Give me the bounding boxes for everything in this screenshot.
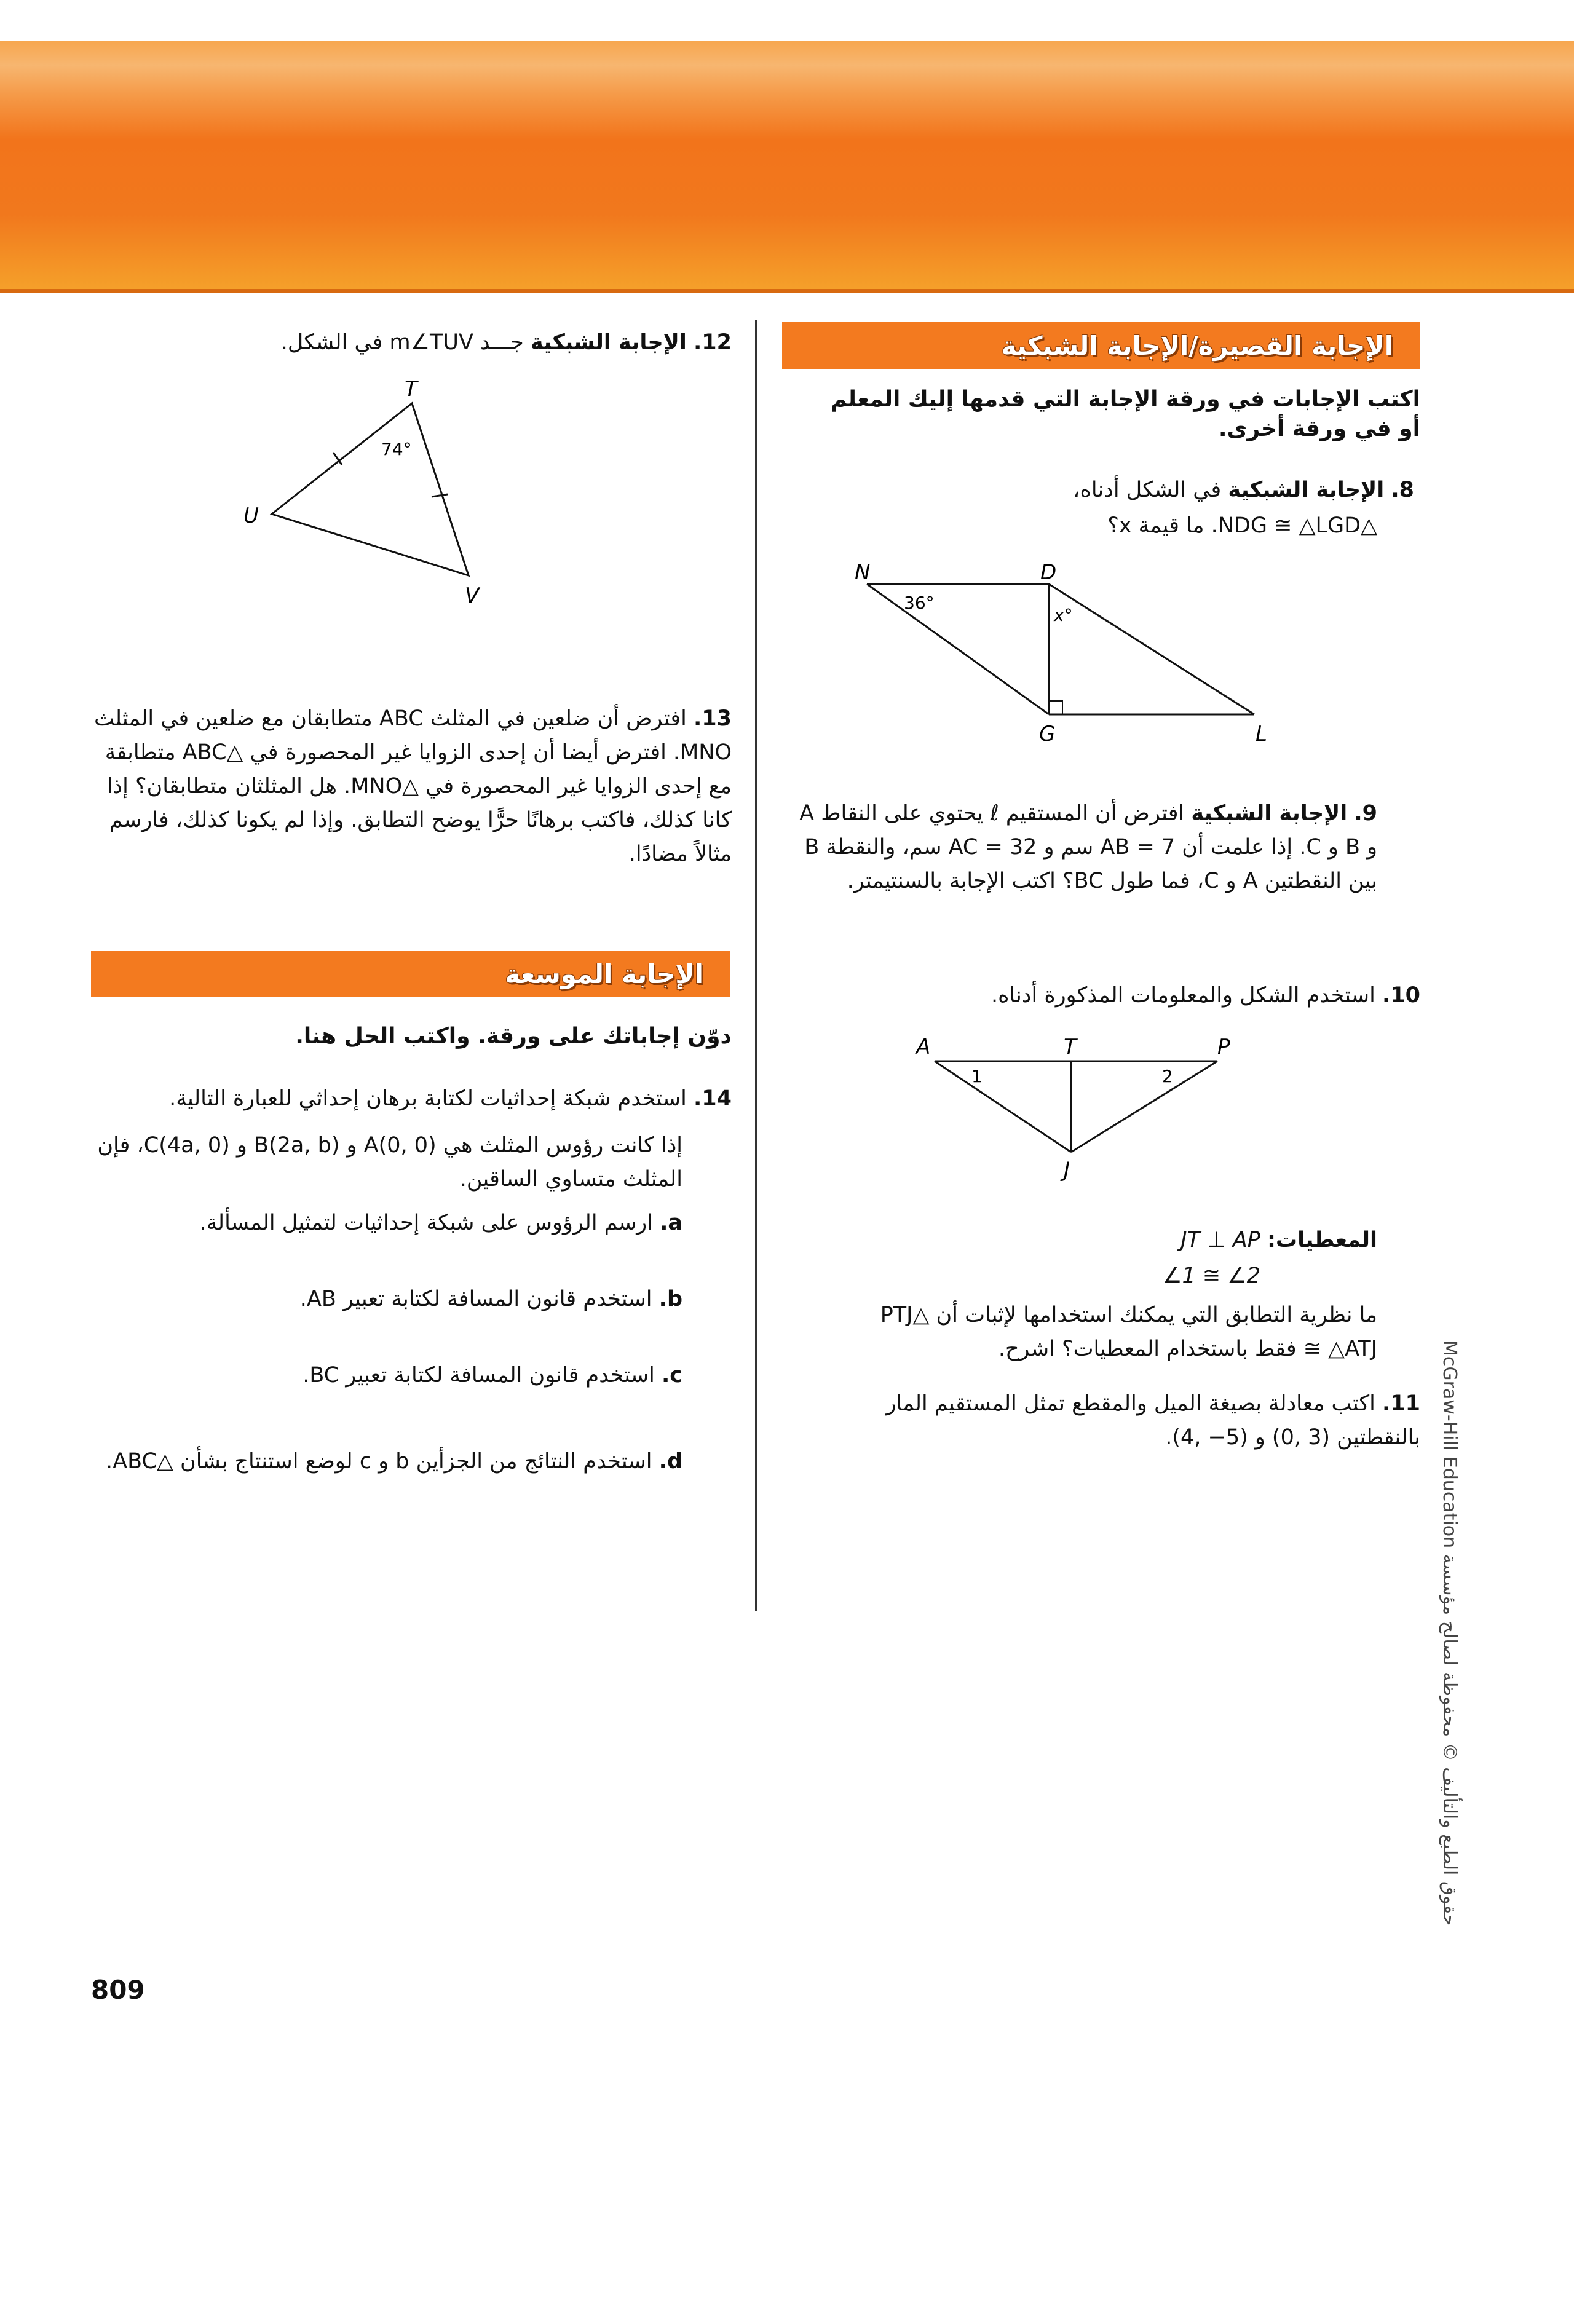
q10-angle-1: 1: [971, 1066, 983, 1086]
q10-label-p: P: [1217, 1035, 1230, 1059]
q8-line2: △NDG ≅ △LGD. ما قيمة x؟: [1107, 513, 1377, 538]
q10-figure: [910, 1028, 1254, 1188]
question-11: [842, 1387, 1420, 1455]
section-title-extended-response: الإجابة الموسعة: [91, 951, 730, 997]
q14-part-a-letter: a.: [660, 1211, 682, 1235]
q12-text: جـــد m∠TUV في الشكل.: [280, 330, 524, 355]
q8-text: في الشكل أدناه،: [1073, 478, 1222, 502]
q8-number: 8.: [1391, 478, 1414, 502]
q13-number: 13.: [693, 706, 732, 731]
q10-label-a: A: [916, 1035, 931, 1059]
q9-text: افترض أن المستقيم ℓ يحتوي على النقاط A و B و C. إذا علمت أن AB = 7 سم و AC = 32 سم، والنقطة B بين النقطتين A و C، فما طول BC؟ اكتب الإجابة بالسنتيمتر.: [799, 801, 1377, 893]
q8-label-l: L: [1256, 722, 1267, 746]
q14-statement: إذا كانت رؤوس المثلث هي A(0, 0) و B(2a, b) و C(4a, 0)، فإن المثلث متساوي الساقين.: [97, 1133, 682, 1192]
question-13: [92, 702, 732, 871]
q8-label-n: N: [855, 560, 871, 585]
q14-part-a: [92, 1206, 682, 1240]
question-14: [92, 1082, 732, 1116]
q12-label-t: T: [405, 377, 417, 401]
q14-part-d-letter: d.: [658, 1449, 682, 1474]
q10-angle-2: 2: [1162, 1066, 1173, 1086]
q10-label-j: J: [1064, 1158, 1070, 1182]
q8-label: الإجابة الشبكية: [1228, 478, 1385, 502]
page-number: 809: [91, 1975, 145, 2005]
q10-given-2: ∠1 ≅ ∠2: [1163, 1263, 1260, 1288]
q8-figure: [842, 553, 1273, 750]
q12-number: 12.: [693, 330, 732, 355]
q9-number: 9.: [1354, 801, 1377, 826]
q14-text: استخدم شبكة إحداثيات لكتابة برهان إحداثي للعبارة التالية.: [169, 1086, 687, 1111]
q12-label-v: V: [465, 583, 480, 608]
q12-figure: [234, 375, 504, 621]
q10-question: ما نظرية التطابق التي يمكنك استخدامها لإثبات أن △PTJ ≅ △ATJ فقط باستخدام المعطيات؟ اشرح.: [880, 1303, 1377, 1361]
q14-part-b-letter: b.: [658, 1287, 682, 1311]
q8-angle-x: x°: [1054, 605, 1073, 625]
q10-givens: [861, 1223, 1377, 1257]
question-8: [799, 473, 1414, 507]
q10-text: استخدم الشكل والمعلومات المذكورة أدناه.: [991, 983, 1375, 1008]
q10-label-t: T: [1064, 1035, 1077, 1059]
q10-given-2-row: [861, 1259, 1260, 1293]
q14-part-c-letter: c.: [661, 1363, 682, 1388]
q14-part-c-text: استخدم قانون المسافة لكتابة تعبير BC.: [303, 1363, 655, 1388]
q8-label-d: D: [1040, 560, 1057, 585]
q12-label-u: U: [243, 504, 259, 528]
q8-label-g: G: [1039, 722, 1056, 746]
q10-given-1: JT ⊥ AP: [1180, 1228, 1260, 1252]
q8-angle-36: 36°: [904, 593, 935, 613]
q10-givens-label: المعطيات:: [1267, 1228, 1377, 1252]
instructions-extended: دوّن إجاباتك على ورقة. واكتب الحل هنا.: [295, 1024, 732, 1049]
header-banner: [0, 41, 1574, 293]
section-title-short-answer: الإجابة القصيرة/الإجابة الشبكية: [782, 322, 1420, 369]
question-10: [799, 979, 1420, 1013]
q14-part-a-text: ارسم الرؤوس على شبكة إحداثيات لتمثيل المسألة.: [199, 1211, 653, 1235]
q10-number: 10.: [1382, 983, 1420, 1008]
q14-part-d: [92, 1445, 682, 1479]
q11-text: اكتب معادلة بصيغة الميل والمقطع تمثل المستقيم المار بالنقطتين (3 ,0) و (5− ,4).: [885, 1391, 1420, 1450]
q14-number: 14.: [693, 1086, 732, 1111]
q12-label: الإجابة الشبكية: [530, 330, 687, 355]
column-divider: [755, 320, 757, 1611]
instructions: اكتب الإجابات في ورقة الإجابة التي قدمها إليك المعلم أو في ورقة أخرى.: [831, 387, 1420, 441]
q9-label: الإجابة الشبكية: [1191, 801, 1348, 826]
q13-text: افترض أن ضلعين في المثلث ABC متطابقان مع ضلعين في المثلث MNO. افترض أيضا أن إحدى الزوايا غير المحصورة في △ABC متطابقة مع إحدى الزوايا غير المحصورة في △MNO. هل المثلثان متطابقان؟ إذا كانا كذلك، فاكتب برهانًا حرًّا يوضح التطابق. وإذا لم يكونا كذلك، فارسم مثالاً مضادًا.: [93, 706, 732, 866]
copyright-sidebar: McGraw-Hill Education حقوق الطبع والتأليف © محفوظة لصالح مؤسسة: [1439, 1340, 1460, 1926]
q11-number: 11.: [1382, 1391, 1420, 1416]
q14-part-b-text: استخدم قانون المسافة لكتابة تعبير AB.: [299, 1287, 652, 1311]
question-12: [123, 326, 732, 360]
q14-part-b: [92, 1283, 682, 1316]
q14-part-d-text: استخدم النتائج من الجزأين b و c لوضع استنتاج بشأن △ABC.: [106, 1449, 652, 1474]
q14-part-c: [92, 1359, 682, 1393]
q12-angle-74: 74°: [381, 439, 412, 459]
question-9: [793, 797, 1377, 898]
